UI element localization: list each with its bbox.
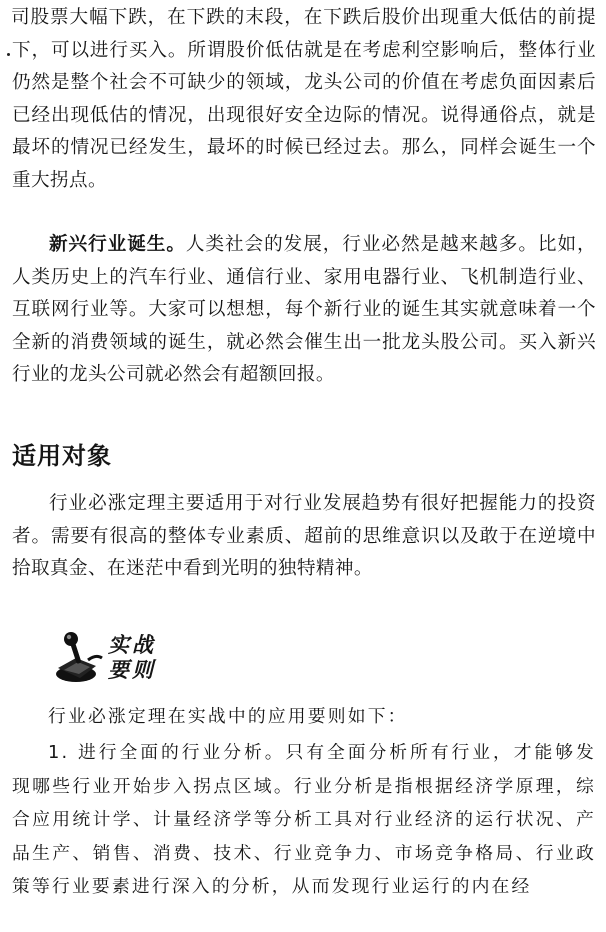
paragraph-text: 人类社会的发展，行业必然是越来越多。比如，人类历史上的汽车行业、通信行业、家用电器行业、飞机制造行业、互联网行业等。大家可以想想，每个新行业的诞生其实就意味着一个全新的消费领域的诞生，就必然会催生出一批龙头股公司。买入新兴行业的龙头公司就必然会有超额回报。 [12, 234, 596, 386]
paragraph-applicable-audience [12, 488, 596, 586]
paragraph-text: 1. 进行全面的行业分析。只有全面分析所有行业，才能够发现哪些行业开始步入拐点区域。行业分析是指根据经济学原理，综合应用统计学、计量经济学等分析工具对行业经济的运行状况、产品生产、销售、消费、技术、行业竞争力、市场竞争格局、行业政策等行业要素进行深入的分析，从而发现行业运行的内在经 [12, 742, 596, 898]
paragraph-text: 行业必涨定理在实战中的应用要则如下： [48, 706, 408, 727]
joystick-icon [52, 630, 110, 686]
paragraph-undervalued-turning-point [12, 2, 596, 198]
paragraph-text: 行业必涨定理主要适用于对行业发展趋势有很好把握能力的投资者。需要有很高的整体专业素质、超前的思维意识以及敢于在逆境中拾取真金、在迷茫中看到光明的独特精神。 [12, 493, 596, 580]
paragraph-emerging-industry [12, 229, 596, 392]
rule-item-1 [12, 736, 596, 904]
badge-title: 实战要则 [108, 632, 156, 682]
section-heading: 适用对象 [12, 442, 112, 470]
practical-rules-badge [52, 630, 162, 686]
rules-intro [12, 700, 596, 734]
scan-speck [7, 53, 10, 56]
paragraph-text: 司股票大幅下跌，在下跌的末段，在下跌后股价出现重大低估的前提下，可以进行买入。所谓股价低估就是在考虑利空影响后，整体行业仍然是整个社会不可缺少的领域，龙头公司的价值在考虑负面因素后已经出现低估的情况，出现很好安全边际的情况。说得通俗点，就是最坏的情况已经发生，最坏的时候已经过去。那么，同样会诞生一个重大拐点。 [11, 7, 596, 191]
paragraph-lead-heading: 新兴行业诞生。 [49, 234, 186, 255]
